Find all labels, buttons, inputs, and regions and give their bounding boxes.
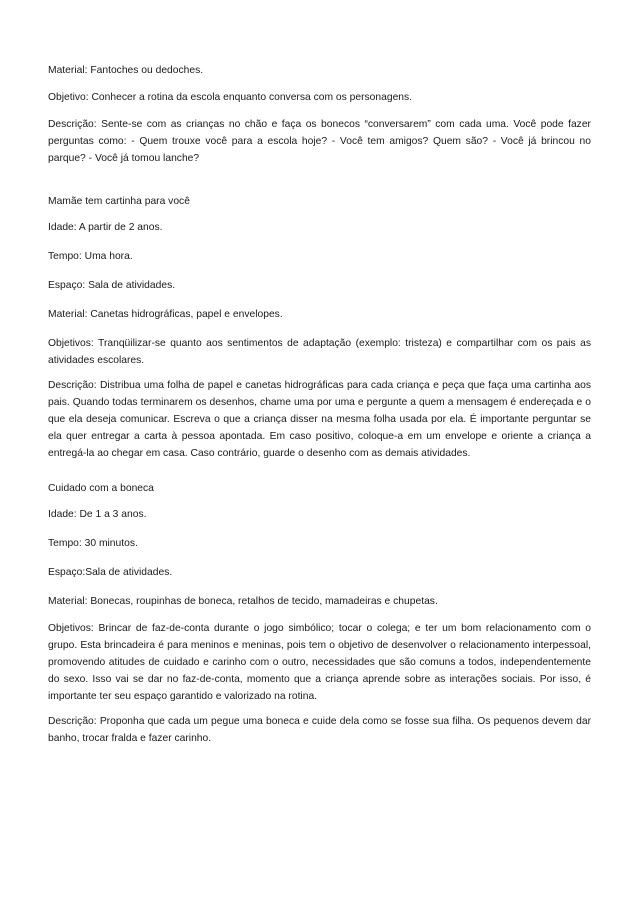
activity2-descricao: Descrição: Distribua uma folha de papel e canetas hidrográficas para cada criança e peça que faça uma cartinha aos pais. Quando todas terminarem os desenhos, chame uma por uma e pergunte a quem a mensagem é endereçada e o que ela deseja comunicar. Escreva o que a criança disser na mesma folha usada por ela. É importante perguntar se ela quer entregar a carta à pessoa apontada. Em caso positivo, coloque-a em um envelope e oriente a criança a entregá-la ao chegar em casa. Caso contrário, guarde o desenho com as demais atividades.	[48, 380, 591, 459]
section-spacer	[48, 462, 591, 480]
activity2-objetivos: Objetivos: Tranqüilizar-se quanto aos sentimentos de adaptação (exemplo: tristeza) e compartilhar com os pais as atividades escolares.	[48, 338, 591, 366]
activity2-idade: Idade: A partir de 2 anos.	[48, 222, 163, 233]
activity3-idade: Idade: De 1 a 3 anos.	[48, 509, 147, 520]
activity2-tempo: Tempo: Uma hora.	[48, 251, 133, 262]
activity3-objetivos: Objetivos: Brincar de faz-de-conta durante o jogo simbólico; tocar o colega; e ter um bom relacionamento com o grupo. Esta brincadeira é para meninos e meninas, pois tem o objetivo de desenvolver o relacionamento interpessoal, promovendo atitudes de cuidado e carinho com o outro, necessidades que são comuns a todos, independentemente do sexo. Isso vai se dar no faz-de-conta, momento que a criança aprende sobre as interações sociais. Por isso, é importante ter seu espaço garantido e valorizado na rotina.	[48, 623, 591, 702]
activity3-tempo: Tempo: 30 minutos.	[48, 538, 138, 549]
activity3-descricao: Descrição: Proponha que cada um pegue uma boneca e cuide dela como se fosse sua filha. Os pequenos devem dar banho, trocar fralda e fazer carinho.	[48, 716, 591, 744]
section-spacer	[48, 167, 591, 193]
activity2-espaco: Espaço: Sala de atividades.	[48, 280, 176, 291]
activity1-objetivo: Objetivo: Conhecer a rotina da escola enquanto conversa com os personagens.	[48, 92, 413, 103]
activity3-espaco: Espaço:Sala de atividades.	[48, 567, 173, 578]
document-page	[48, 62, 591, 747]
activity3-material: Material: Bonecas, roupinhas de boneca, retalhos de tecido, mamadeiras e chupetas.	[48, 596, 438, 607]
activity2-material: Material: Canetas hidrográficas, papel e envelopes.	[48, 309, 283, 320]
activity3-title: Cuidado com a boneca	[48, 483, 154, 494]
activity1-material: Material: Fantoches ou dedoches.	[48, 65, 204, 76]
activity1-descricao: Descrição: Sente-se com as crianças no chão e faça os bonecos “conversarem” com cada uma. Você pode fazer perguntas como: - Quem trouxe você para a escola hoje? - Você tem amigos? Quem são? - Você já brincou no parque? - Você já tomou lanche?	[48, 119, 591, 164]
activity2-title: Mamãe tem cartinha para você	[48, 196, 190, 207]
